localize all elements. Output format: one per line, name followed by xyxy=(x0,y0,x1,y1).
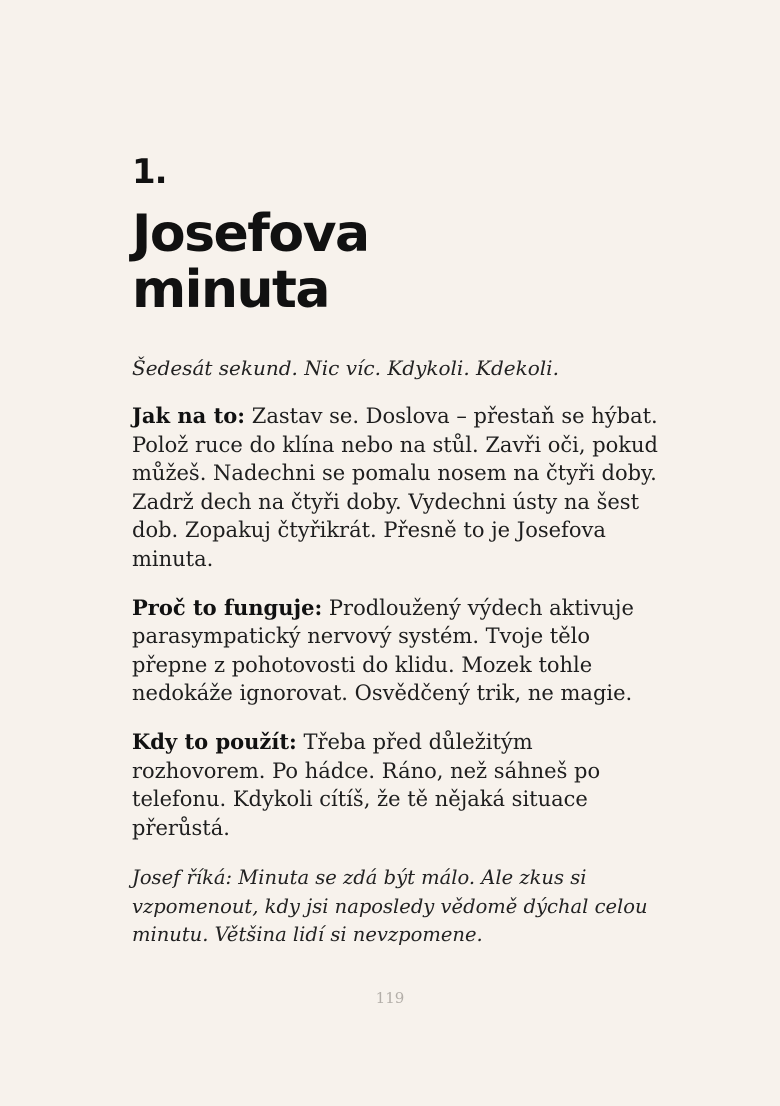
section-label-when: Kdy to použít: xyxy=(132,728,297,754)
section-text-when: Třeba před důležitým rozhovorem. Po hádce. Ráno, než sáhneš po telefonu. Kdykoli cítíš, že tě nějaká situace přerůstá. xyxy=(132,729,601,840)
section-how-to xyxy=(132,402,662,574)
section-label-why: Proč to funguje: xyxy=(132,594,323,620)
page-number: 119 xyxy=(375,989,405,1007)
section-text-why: Prodloužený výdech aktivuje parasympatický nervový systém. Tvoje tělo přepne z pohotovosti do klidu. Mozek tohle nedokáže ignorovat. Osvědčený trik, ne magie. xyxy=(132,595,634,706)
chapter-title-line-2: minuta xyxy=(132,260,329,320)
page-content xyxy=(132,150,662,950)
section-why xyxy=(132,594,662,708)
chapter-title xyxy=(132,206,662,318)
chapter-number: 1. xyxy=(132,152,167,192)
lede: Šedesát sekund. Nic víc. Kdykoli. Kdekoli. xyxy=(132,356,559,380)
section-text-how-to: Zastav se. Doslova – přestaň se hýbat. Polož ruce do klína nebo na stůl. Zavři oči, pokud můžeš. Nadechni se pomalu nosem na čtyři doby. Zadrž dech na čtyři doby. Vydechni ústy na šest dob. Zopakuj čtyřikrát. Přesně to je Josefova minuta. xyxy=(132,404,658,571)
section-label-how-to: Jak na to: xyxy=(132,403,246,428)
josef-quote: Josef říká: Minuta se zdá být málo. Ale zkus si vzpomenout, kdy jsi naposledy vědomě dýchal celou minutu. Většina lidí si nevzpomene. xyxy=(132,866,648,947)
chapter-title-line-1: Josefova xyxy=(132,204,369,264)
section-when xyxy=(132,728,662,842)
